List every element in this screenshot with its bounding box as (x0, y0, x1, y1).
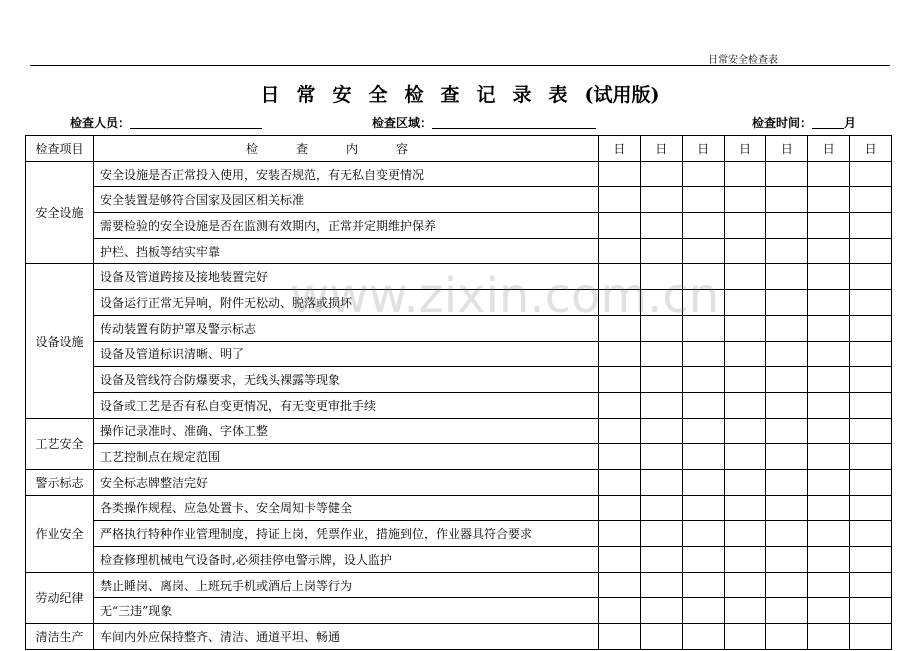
day-check-cell[interactable] (850, 264, 892, 290)
day-check-cell[interactable] (850, 495, 892, 521)
day-check-cell[interactable] (599, 264, 641, 290)
table-row (26, 495, 892, 521)
table-row (26, 290, 892, 316)
header-day-2: 日 (640, 136, 682, 162)
check-item: 传动装置有防护罩及警示标志 (94, 315, 599, 341)
day-check-cell[interactable] (682, 444, 724, 470)
day-check-cell[interactable] (682, 187, 724, 213)
day-check-cell[interactable] (640, 418, 682, 444)
time-field[interactable] (752, 114, 856, 131)
day-check-cell[interactable] (599, 624, 641, 650)
area-blank[interactable] (432, 116, 596, 129)
day-check-cell[interactable] (808, 367, 850, 393)
day-check-cell[interactable] (599, 290, 641, 316)
day-check-cell[interactable] (808, 315, 850, 341)
day-check-cell[interactable] (766, 238, 808, 264)
day-check-cell[interactable] (640, 367, 682, 393)
header-content-text: 检查内容 (245, 141, 446, 156)
table-row (26, 547, 892, 573)
day-check-cell[interactable] (682, 264, 724, 290)
day-check-cell[interactable] (682, 238, 724, 264)
day-check-cell[interactable] (808, 444, 850, 470)
day-check-cell[interactable] (599, 238, 641, 264)
check-item: 护栏、挡板等结实牢靠 (94, 238, 599, 264)
check-item: 设备或工艺是否有私自变更情况，有无变更审批手续 (94, 392, 599, 418)
day-check-cell[interactable] (682, 547, 724, 573)
table-row (26, 367, 892, 393)
table-row (26, 213, 892, 239)
table-body (26, 161, 892, 649)
table-row (26, 392, 892, 418)
day-check-cell[interactable] (724, 598, 766, 624)
day-check-cell[interactable] (850, 521, 892, 547)
watermark: www.zixin.com.cn (290, 268, 720, 324)
day-check-cell[interactable] (850, 161, 892, 187)
day-check-cell[interactable] (724, 624, 766, 650)
day-check-cell[interactable] (808, 547, 850, 573)
day-check-cell[interactable] (766, 598, 808, 624)
day-check-cell[interactable] (640, 264, 682, 290)
table-row (26, 161, 892, 187)
day-check-cell[interactable] (766, 315, 808, 341)
day-check-cell[interactable] (682, 161, 724, 187)
category-cell: 清洁生产 (26, 624, 94, 650)
day-check-cell[interactable] (599, 495, 641, 521)
day-check-cell[interactable] (766, 187, 808, 213)
category-cell: 劳动纪律 (26, 572, 94, 623)
day-check-cell[interactable] (640, 521, 682, 547)
category-cell: 安全设施 (26, 161, 94, 264)
table-row (26, 624, 892, 650)
table-row (26, 572, 892, 598)
day-check-cell[interactable] (808, 521, 850, 547)
check-item: 无“三违”现象 (94, 598, 599, 624)
day-check-cell[interactable] (724, 341, 766, 367)
day-check-cell[interactable] (599, 572, 641, 598)
day-check-cell[interactable] (850, 572, 892, 598)
header-content (94, 136, 599, 162)
day-check-cell[interactable] (850, 444, 892, 470)
table-row (26, 238, 892, 264)
day-check-cell[interactable] (682, 290, 724, 316)
day-check-cell[interactable] (724, 315, 766, 341)
day-check-cell[interactable] (640, 290, 682, 316)
day-check-cell[interactable] (682, 367, 724, 393)
day-check-cell[interactable] (850, 187, 892, 213)
day-check-cell[interactable] (640, 444, 682, 470)
day-check-cell[interactable] (640, 469, 682, 495)
day-check-cell[interactable] (640, 392, 682, 418)
day-check-cell[interactable] (850, 469, 892, 495)
table-row (26, 469, 892, 495)
day-check-cell[interactable] (640, 341, 682, 367)
check-item: 安全标志牌整洁完好 (94, 469, 599, 495)
title-suffix: (试用版) (584, 84, 660, 106)
day-check-cell[interactable] (850, 418, 892, 444)
day-check-cell[interactable] (808, 572, 850, 598)
check-item: 严格执行特种作业管理制度，持证上岗，凭票作业，措施到位，作业器具符合要求 (94, 521, 599, 547)
header-day-3: 日 (682, 136, 724, 162)
table-row (26, 521, 892, 547)
day-check-cell[interactable] (682, 418, 724, 444)
day-check-cell[interactable] (640, 495, 682, 521)
header-day-7: 日 (850, 136, 892, 162)
day-check-cell[interactable] (724, 521, 766, 547)
day-check-cell[interactable] (766, 341, 808, 367)
day-check-cell[interactable] (850, 213, 892, 239)
day-check-cell[interactable] (599, 598, 641, 624)
category-cell: 设备设施 (26, 264, 94, 418)
day-check-cell[interactable] (682, 495, 724, 521)
day-check-cell[interactable] (724, 392, 766, 418)
day-check-cell[interactable] (850, 547, 892, 573)
day-check-cell[interactable] (599, 187, 641, 213)
day-check-cell[interactable] (766, 521, 808, 547)
day-check-cell[interactable] (724, 238, 766, 264)
header-day-1: 日 (599, 136, 641, 162)
category-cell: 作业安全 (26, 495, 94, 572)
table-row (26, 341, 892, 367)
day-check-cell[interactable] (808, 238, 850, 264)
day-check-cell[interactable] (808, 290, 850, 316)
day-check-cell[interactable] (682, 521, 724, 547)
table-row (26, 315, 892, 341)
day-check-cell[interactable] (850, 598, 892, 624)
day-check-cell[interactable] (766, 495, 808, 521)
day-check-cell[interactable] (724, 547, 766, 573)
header-divider (30, 65, 890, 66)
check-item: 禁止睡岗、离岗、上班玩手机或酒后上岗等行为 (94, 572, 599, 598)
day-check-cell[interactable] (599, 341, 641, 367)
table-row (26, 264, 892, 290)
category-cell: 警示标志 (26, 469, 94, 495)
day-check-cell[interactable] (640, 161, 682, 187)
day-check-cell[interactable] (808, 469, 850, 495)
document-label: 日常安全检查表 (708, 55, 778, 66)
day-check-cell[interactable] (599, 418, 641, 444)
time-blank[interactable] (812, 116, 844, 129)
day-check-cell[interactable] (766, 624, 808, 650)
day-check-cell[interactable] (850, 290, 892, 316)
day-check-cell[interactable] (599, 315, 641, 341)
check-item: 设备运行正常无异响，附件无松动、脱落或损坏 (94, 290, 599, 316)
day-check-cell[interactable] (640, 315, 682, 341)
inspector-blank[interactable] (130, 116, 262, 129)
day-check-cell[interactable] (808, 598, 850, 624)
check-item: 操作记录准时、准确、字体工整 (94, 418, 599, 444)
inspector-label: 检查人员： (70, 116, 131, 130)
page-title (0, 80, 920, 107)
day-check-cell[interactable] (599, 444, 641, 470)
check-item: 安全装置是够符合国家及园区相关标准 (94, 187, 599, 213)
day-check-cell[interactable] (724, 469, 766, 495)
day-check-cell[interactable] (766, 469, 808, 495)
day-check-cell[interactable] (640, 598, 682, 624)
day-check-cell[interactable] (808, 418, 850, 444)
day-check-cell[interactable] (724, 495, 766, 521)
day-check-cell[interactable] (724, 572, 766, 598)
day-check-cell[interactable] (682, 469, 724, 495)
inspection-table (25, 135, 892, 650)
month-label: 月 (844, 116, 857, 130)
day-check-cell[interactable] (724, 264, 766, 290)
day-check-cell[interactable] (850, 238, 892, 264)
day-check-cell[interactable] (766, 367, 808, 393)
day-check-cell[interactable] (682, 392, 724, 418)
day-check-cell[interactable] (808, 624, 850, 650)
check-item: 设备及管线符合防爆要求，无线头裸露等现象 (94, 367, 599, 393)
day-check-cell[interactable] (850, 341, 892, 367)
day-check-cell[interactable] (682, 341, 724, 367)
check-item: 安全设施是否正常投入使用，安装否规范，有无私自变更情况 (94, 161, 599, 187)
check-item: 工艺控制点在规定范围 (94, 444, 599, 470)
day-check-cell[interactable] (766, 418, 808, 444)
header-day-6: 日 (808, 136, 850, 162)
day-check-cell[interactable] (808, 213, 850, 239)
header-category: 检查项目 (26, 136, 94, 162)
day-check-cell[interactable] (724, 187, 766, 213)
day-check-cell[interactable] (682, 598, 724, 624)
day-check-cell[interactable] (808, 495, 850, 521)
table-row (26, 598, 892, 624)
check-item: 设备及管道跨接及接地装置完好 (94, 264, 599, 290)
header-day-4: 日 (724, 136, 766, 162)
table-row (26, 418, 892, 444)
day-check-cell[interactable] (682, 213, 724, 239)
check-item: 设备及管道标识清晰、明了 (94, 341, 599, 367)
inspector-field[interactable] (70, 114, 262, 131)
day-check-cell[interactable] (766, 213, 808, 239)
check-item: 需要检验的安全设施是否在监测有效期内，正常并定期维护保养 (94, 213, 599, 239)
day-check-cell[interactable] (766, 572, 808, 598)
day-check-cell[interactable] (724, 444, 766, 470)
day-check-cell[interactable] (599, 161, 641, 187)
day-check-cell[interactable] (724, 161, 766, 187)
day-check-cell[interactable] (766, 392, 808, 418)
day-check-cell[interactable] (599, 392, 641, 418)
time-label: 检查时间： (752, 116, 813, 130)
day-check-cell[interactable] (766, 161, 808, 187)
day-check-cell[interactable] (808, 392, 850, 418)
day-check-cell[interactable] (766, 444, 808, 470)
day-check-cell[interactable] (850, 367, 892, 393)
day-check-cell[interactable] (808, 341, 850, 367)
day-check-cell[interactable] (808, 264, 850, 290)
day-check-cell[interactable] (850, 315, 892, 341)
day-check-cell[interactable] (850, 624, 892, 650)
check-item: 检查修理机械电气设备时,必须挂停电警示牌，设人监护 (94, 547, 599, 573)
day-check-cell[interactable] (724, 290, 766, 316)
day-check-cell[interactable] (640, 187, 682, 213)
day-check-cell[interactable] (682, 572, 724, 598)
area-label: 检查区域： (372, 116, 433, 130)
day-check-cell[interactable] (640, 213, 682, 239)
area-field[interactable] (372, 114, 596, 131)
table-row (26, 187, 892, 213)
check-item: 车间内外应保持整齐、清洁、通道平坦、畅通 (94, 624, 599, 650)
day-check-cell[interactable] (682, 315, 724, 341)
day-check-cell[interactable] (640, 547, 682, 573)
day-check-cell[interactable] (766, 547, 808, 573)
day-check-cell[interactable] (808, 187, 850, 213)
day-check-cell[interactable] (640, 572, 682, 598)
day-check-cell[interactable] (599, 521, 641, 547)
day-check-cell[interactable] (724, 213, 766, 239)
day-check-cell[interactable] (599, 367, 641, 393)
table-header-row (26, 136, 892, 162)
day-check-cell[interactable] (640, 624, 682, 650)
day-check-cell[interactable] (724, 367, 766, 393)
category-cell: 工艺安全 (26, 418, 94, 469)
title-main: 日常安全检查记录表 (260, 84, 585, 106)
day-check-cell[interactable] (766, 290, 808, 316)
day-check-cell[interactable] (599, 547, 641, 573)
day-check-cell[interactable] (850, 392, 892, 418)
day-check-cell[interactable] (808, 161, 850, 187)
header-day-5: 日 (766, 136, 808, 162)
check-item: 各类操作规程、应急处置卡、安全周知卡等健全 (94, 495, 599, 521)
day-check-cell[interactable] (599, 213, 641, 239)
day-check-cell[interactable] (766, 264, 808, 290)
day-check-cell[interactable] (682, 624, 724, 650)
day-check-cell[interactable] (599, 469, 641, 495)
table-row (26, 444, 892, 470)
day-check-cell[interactable] (724, 418, 766, 444)
day-check-cell[interactable] (640, 238, 682, 264)
